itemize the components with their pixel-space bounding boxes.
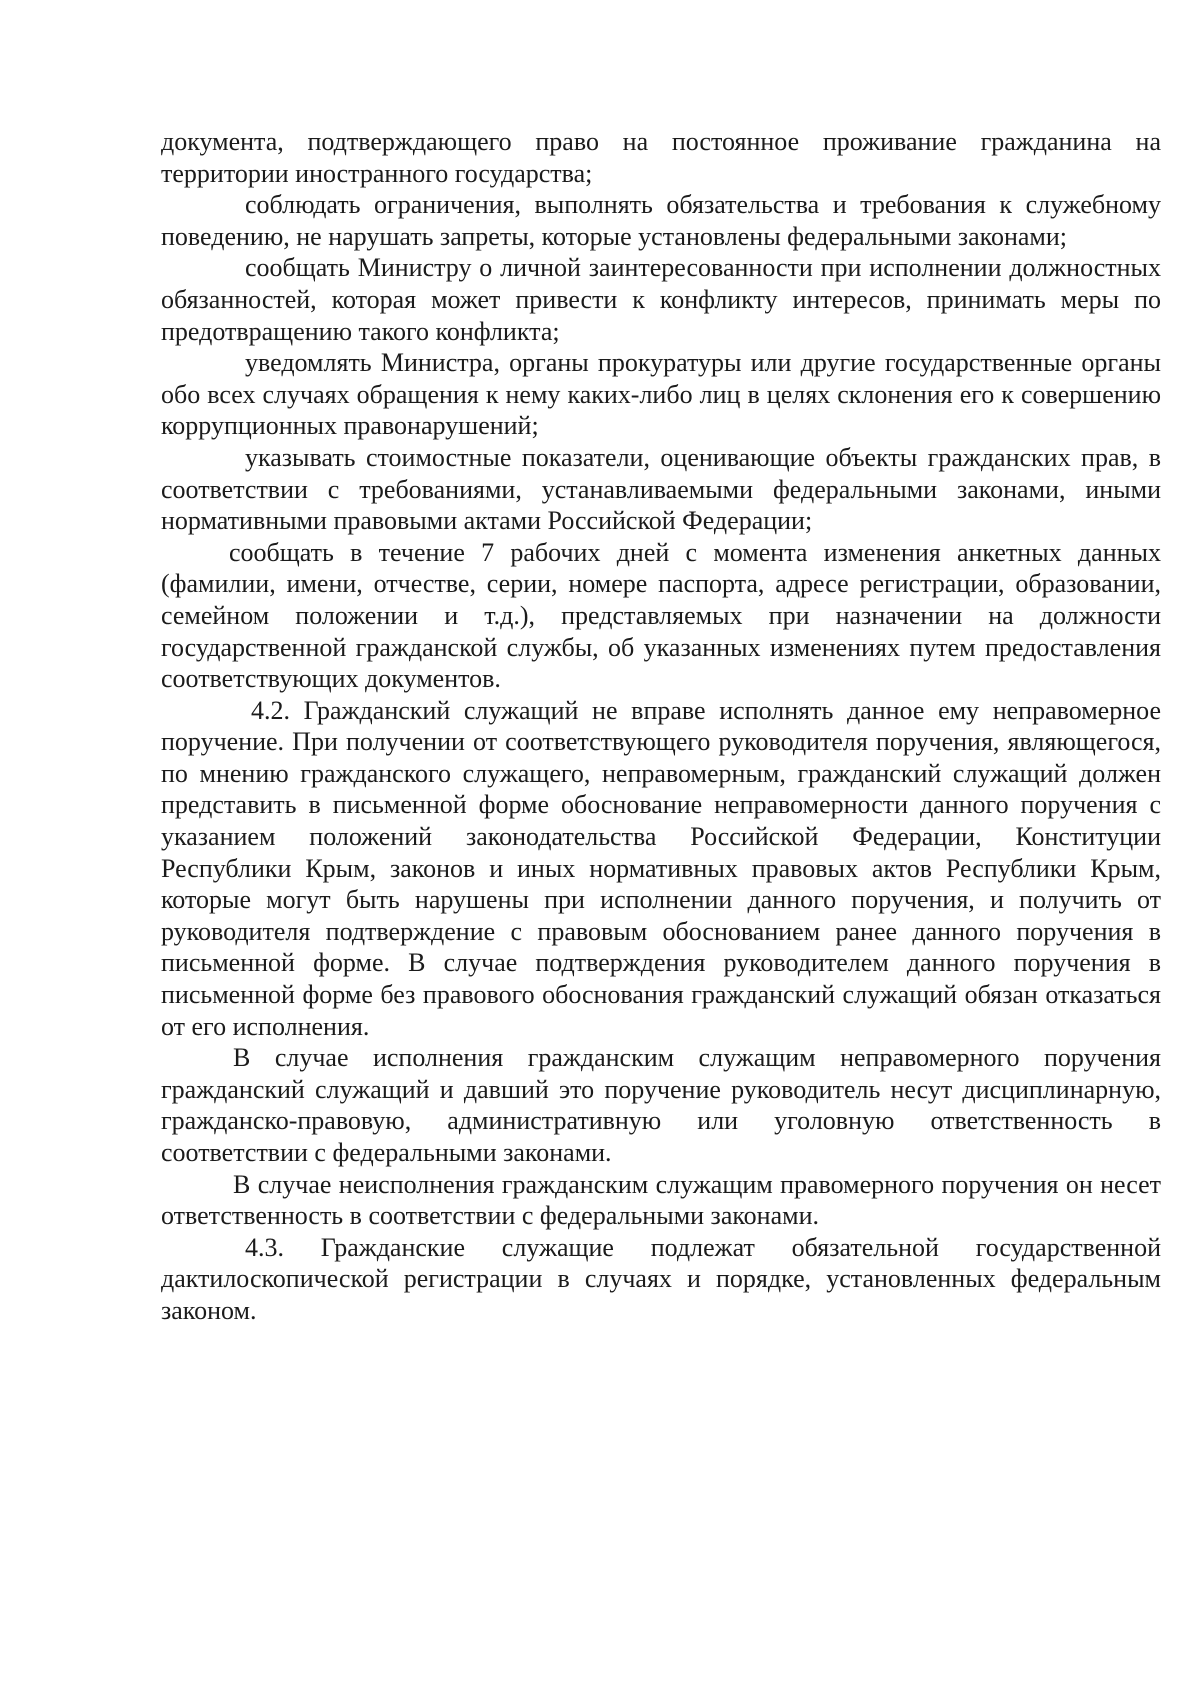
paragraph-observe-restrictions: соблюдать ограничения, выполнять обязательства и требования к служебному поведению, не нарушать запреты, которые установлены федеральными законами; (161, 190, 1161, 251)
paragraph-report-changes: сообщать в течение 7 рабочих дней с момента изменения анкетных данных (фамилии, имени, отчестве, серии, номере паспорта, адресе регистрации, образовании, семейном положении и т.д.), представляемых при назначении на должности государственной гражданской службы, об указанных изменениях путем предоставления соответствующих документов. (161, 537, 1161, 694)
paragraph-non-execution: В случае неисполнения гражданским служащим правомерного поручения он несет ответственность в соответствии с федеральными законами. (161, 1169, 1161, 1231)
paragraph-cost-indicators: указывать стоимостные показатели, оценивающие объекты гражданских прав, в соответствии с требованиями, устанавливаемыми федеральными законами, иными нормативными правовыми актами Российской Федерации; (161, 442, 1161, 536)
paragraph-section-4-3: 4.3. Гражданские служащие подлежат обязательной государственной дактилоскопической регистрации в случаях и порядке, установленных федеральным законом. (161, 1232, 1161, 1325)
document-body (161, 126, 1161, 1327)
paragraph-report-interest: сообщать Министру о личной заинтересованности при исполнении должностных обязанностей, которая может привести к конфликту интересов, принимать меры по предотвращению такого конфликта; (161, 253, 1161, 346)
paragraph-notify-minister: уведомлять Министра, органы прокуратуры или другие государственные органы обо всех случаях обращения к нему каких-либо лиц в целях склонения его к совершению коррупционных правонарушений; (161, 348, 1161, 441)
paragraph-section-4-2: 4.2. Гражданский служащий не вправе исполнять данное ему неправомерное поручение. При получении от соответствующего руководителя поручения, являющегося, по мнению гражданского служащего, неправомерным, гражданский служащий должен представить в письменной форме обоснование неправомерности данного поручения с указанием положений законодательства Российской Федерации, Конституции Республики Крым, законов и иных нормативных правовых актов Республики Крым, которые могут быть нарушены при исполнении данного поручения, и получить от руководителя подтверждение с правовым обоснованием ранее данного поручения в письменной форме. В случае подтверждения руководителем данного поручения в письменной форме без правового обоснования гражданский служащий обязан отказаться от его исполнения. (161, 695, 1161, 1041)
paragraph-unlawful-execution: В случае исполнения гражданским служащим неправомерного поручения гражданский служащий и давший это поручение руководитель несут дисциплинарную, гражданско-правовую, административную или уголовную ответственность в соответствии с федеральными законами. (161, 1043, 1161, 1167)
paragraph-residence-document: документа, подтверждающего право на постоянное проживание гражданина на территории иностранного государства; (161, 127, 1161, 188)
